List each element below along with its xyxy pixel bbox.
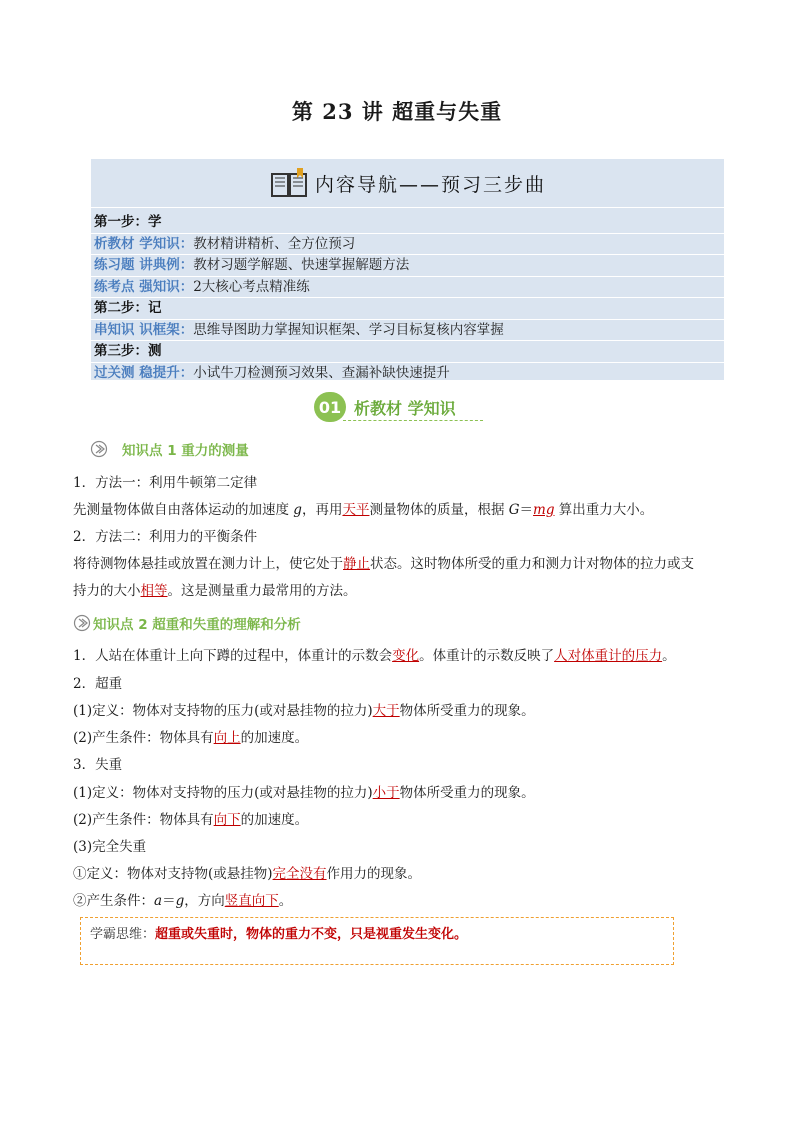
section-number: 01 <box>314 392 346 422</box>
content-navigation-box <box>91 159 724 380</box>
nav-row-label: 过关测 稳提升： <box>94 364 194 381</box>
nav-row-desc: 教材习题学解题、快速掌握解题方法 <box>193 257 410 273</box>
text: 。这是测量重力最常用的方法。 <box>167 583 357 599</box>
nav-header-text: 内容导航——预习三步曲 <box>314 173 546 196</box>
kp2-line5: 3．失重 <box>73 757 123 773</box>
nav-row-step1 <box>91 212 724 234</box>
text: 算出重力大小。 <box>554 502 654 518</box>
nav-row-step2 <box>91 298 724 320</box>
kp2-line3 <box>73 702 535 720</box>
text: 测量物体的质量，根据 <box>369 502 509 518</box>
answer-blank: 向上 <box>213 730 241 746</box>
text: ＝ <box>162 893 176 909</box>
text: ，再用 <box>301 502 343 518</box>
section-badge <box>314 390 456 424</box>
tip-label: 学霸思维： <box>90 927 156 942</box>
section-title: 析教材 学知识 <box>354 398 456 418</box>
kp2-line7 <box>73 811 308 829</box>
kp1-method1: 1．方法一：利用牛顿第二定律 <box>73 475 258 491</box>
text: 。 <box>662 648 676 664</box>
answer-blank: 天平 <box>342 502 370 518</box>
nav-row-framework <box>91 320 724 342</box>
text: (2)产生条件：物体具有 <box>73 730 214 746</box>
nav-row-label: 练习题 讲典例： <box>94 257 194 273</box>
kp2-heading-text: 知识点 2 超重和失重的理解和分析 <box>93 617 301 633</box>
answer-blank: mg <box>533 502 555 518</box>
text: ，方向 <box>184 893 225 909</box>
var-g: g <box>293 502 302 518</box>
open-book-icon <box>269 166 309 200</box>
text: 作用力的现象。 <box>326 866 422 882</box>
kp2-line2: 2．超重 <box>73 676 123 692</box>
text: 将待测物体悬挂或放置在测力计上，使它处于 <box>73 556 343 572</box>
nav-header <box>91 159 724 208</box>
section-underline <box>343 420 483 421</box>
nav-row-label: 第三步：测 <box>94 343 162 359</box>
text: (1)定义：物体对支持物的压力(或对悬挂物的拉力) <box>73 703 373 719</box>
nav-row-label: 练考点 强知识： <box>94 278 194 295</box>
kp2-line8: (3)完全失重 <box>73 839 147 855</box>
kp2-line4 <box>73 729 308 747</box>
kp2-line1 <box>73 647 676 665</box>
nav-row-textbook <box>91 234 724 256</box>
tip-body: 超重或失重时，物体的重力不变，只是视重发生变化。 <box>155 927 468 942</box>
circle-arrow-icon <box>73 614 91 632</box>
kp1-method2: 2．方法二：利用力的平衡条件 <box>73 529 258 545</box>
nav-row-desc: 教材精讲精析、全方位预习 <box>193 235 356 252</box>
text: (2)产生条件：物体具有 <box>73 812 214 828</box>
answer-blank: 人对体重计的压力 <box>554 648 663 664</box>
kp1-heading-text: 知识点 1 重力的测量 <box>122 443 249 459</box>
circle-arrow-icon <box>90 440 108 458</box>
text: 物体所受重力的现象。 <box>399 785 535 801</box>
kp1-method1-text <box>73 501 653 519</box>
text: 的加速度。 <box>240 812 309 828</box>
nav-row-step3 <box>91 341 724 363</box>
answer-blank: 小于 <box>372 785 400 801</box>
text: 状态。这时物体所受的重力和测力计对物体的拉力或支 <box>370 556 694 572</box>
text: 1．人站在体重计上向下蹲的过程中，体重计的示数会 <box>73 648 393 664</box>
nav-row-exercises <box>91 255 724 277</box>
nav-row-desc: 2大核心考点精准练 <box>193 278 310 295</box>
nav-row-desc: 思维导图助力掌握知识框架、学习目标复核内容掌握 <box>193 321 504 338</box>
answer-blank: 变化 <box>392 648 420 664</box>
kp2-line10 <box>73 892 292 910</box>
kp1-method2-text-line2 <box>73 582 357 600</box>
nav-row-test <box>91 363 724 385</box>
nav-row-desc: 小试牛刀检测预习效果、查漏补缺快速提升 <box>193 364 450 381</box>
text: (1)定义：物体对支持物的压力(或对悬挂物的拉力) <box>73 785 373 801</box>
page-title: 第 23 讲 超重与失重 <box>291 99 503 124</box>
kp1-heading <box>90 439 249 459</box>
answer-blank: 完全没有 <box>272 866 327 882</box>
text: ①定义：物体对支持物(或悬挂物) <box>73 866 273 882</box>
tip-text <box>90 923 467 942</box>
text: ②产生条件： <box>73 893 154 909</box>
kp2-line6 <box>73 784 535 802</box>
var-G: G <box>508 502 520 518</box>
answer-blank: 向下 <box>213 812 241 828</box>
nav-row-label: 第二步：记 <box>94 300 162 316</box>
answer-blank: 大于 <box>372 703 400 719</box>
tip-box <box>80 917 674 965</box>
answer-blank: 竖直向下 <box>224 893 279 909</box>
kp2-heading <box>73 613 301 633</box>
text: 持力的大小 <box>73 583 141 599</box>
answer-blank: 相等 <box>140 583 168 599</box>
text: 物体所受重力的现象。 <box>399 703 535 719</box>
var-g: g <box>175 893 185 909</box>
nav-row-practice <box>91 277 724 299</box>
kp1-method2-text-line1 <box>73 555 694 573</box>
text: ＝ <box>519 502 534 518</box>
text: 先测量物体做自由落体运动的加速度 <box>73 502 294 518</box>
nav-row-label: 串知识 识框架： <box>94 321 194 338</box>
nav-row-label: 析教材 学知识： <box>94 235 194 252</box>
nav-row-label: 第一步：学 <box>94 214 162 230</box>
text: 的加速度。 <box>240 730 309 746</box>
kp2-line9 <box>73 865 421 883</box>
text: 。体重计的示数反映了 <box>419 648 555 664</box>
answer-blank: 静止 <box>343 556 370 572</box>
var-a: a <box>154 893 163 909</box>
nav-rows <box>91 212 724 384</box>
text: 。 <box>278 893 293 909</box>
